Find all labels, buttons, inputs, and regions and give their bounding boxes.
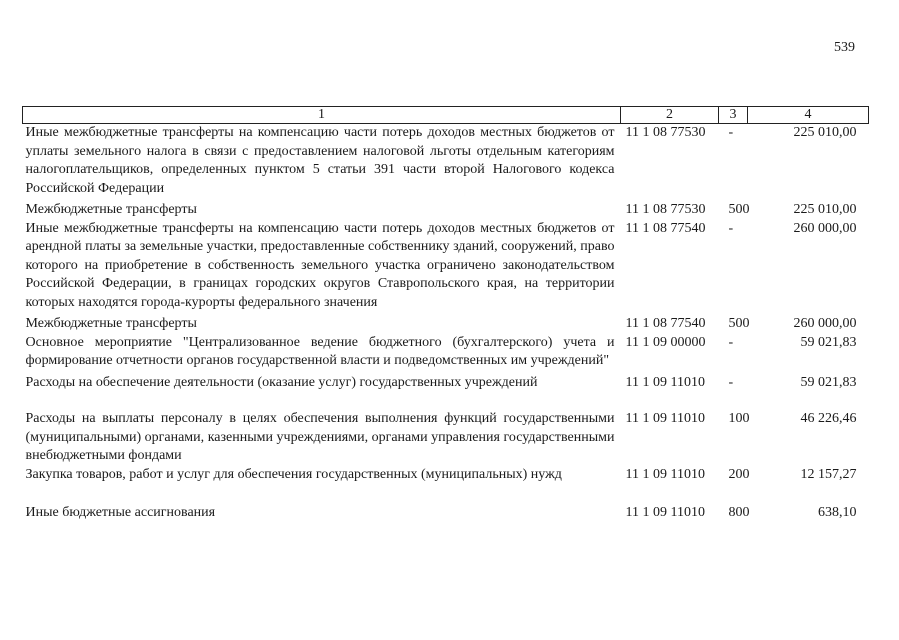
header-col-3: 3 (719, 107, 748, 124)
row-kind: - (728, 220, 734, 236)
table-row (23, 410, 869, 466)
row-kind: - (728, 334, 734, 350)
row-description: Основное мероприятие "Централизованное ведение бюджетного (бухгалтерского) учета и формирование отчетности органов государственной власти и подведомственных им учреждений" (25, 334, 615, 368)
table-row (23, 466, 869, 505)
row-description: Закупка товаров, работ и услуг для обеспечения государственных (муниципальных) нужд (25, 466, 562, 482)
header-row (23, 107, 869, 124)
row-description: Иные межбюджетные трансферты на компенсацию части потерь доходов местных бюджетов от уплаты земельного налога в связи с предоставлением налоговой льготы отдельным категориям налогоплательщиков, определенных пунктом 5 статьи 391 части второй Налогового кодекса Российской Федерации (25, 125, 615, 196)
row-amount: 46 226,46 (800, 411, 857, 426)
row-amount: 638,10 (818, 505, 857, 520)
row-code: 11 1 09 11010 (625, 466, 705, 482)
row-amount: 59 021,83 (800, 334, 857, 350)
row-code: 11 1 08 77530 (625, 202, 706, 217)
row-kind: 100 (728, 411, 750, 426)
table-row (23, 315, 869, 334)
row-kind: 800 (728, 505, 750, 520)
table-row (23, 374, 869, 411)
row-amount: 225 010,00 (793, 202, 857, 217)
budget-table (22, 106, 869, 523)
row-code: 11 1 08 77530 (625, 125, 706, 140)
row-code: 11 1 09 00000 (625, 334, 706, 350)
row-description: Иные бюджетные ассигнования (25, 505, 216, 520)
row-amount: 12 157,27 (800, 466, 857, 482)
page-number: 539 (834, 40, 855, 55)
row-description: Межбюджетные трансферты (25, 316, 197, 331)
header-col-1: 1 (23, 107, 621, 124)
row-amount: 260 000,00 (793, 316, 857, 331)
row-kind: 500 (728, 316, 750, 331)
row-description: Расходы на обеспечение деятельности (оказание услуг) государственных учреждений (25, 374, 538, 390)
row-code: 11 1 08 77540 (625, 220, 706, 236)
table-body (23, 124, 869, 523)
row-kind: - (728, 125, 734, 140)
row-kind: 500 (728, 202, 750, 217)
table-row (23, 124, 869, 202)
row-code: 11 1 08 77540 (625, 316, 706, 331)
table-row (23, 220, 869, 316)
row-code: 11 1 09 11010 (625, 505, 705, 520)
table-row (23, 201, 869, 220)
row-kind: 200 (728, 466, 750, 482)
row-kind: - (728, 374, 734, 390)
row-description: Иные межбюджетные трансферты на компенсацию части потерь доходов местных бюджетов от арендной платы за земельные участки, предоставленные собственнику зданий, сооружений, право которого на приобретение в собственность земельного участка ограничено законодательством Российской Федерации, в границах городских округов Ставропольского края, на территории которых находятся города-курорты федерального значения (25, 220, 615, 310)
row-amount: 59 021,83 (800, 374, 857, 390)
table-header (23, 107, 869, 124)
row-description: Межбюджетные трансферты (25, 202, 197, 217)
table-row (23, 504, 869, 523)
header-col-4: 4 (748, 107, 869, 124)
row-description: Расходы на выплаты персоналу в целях обеспечения выполнения функций государственными (муниципальными) органами, казенными учреждениями, органами управления государственными внебюджетными фондами (25, 411, 615, 463)
row-amount: 225 010,00 (793, 125, 857, 140)
table-row (23, 334, 869, 374)
row-code: 11 1 09 11010 (625, 374, 705, 390)
row-code: 11 1 09 11010 (625, 411, 705, 426)
header-col-2: 2 (621, 107, 719, 124)
row-amount: 260 000,00 (793, 220, 857, 236)
